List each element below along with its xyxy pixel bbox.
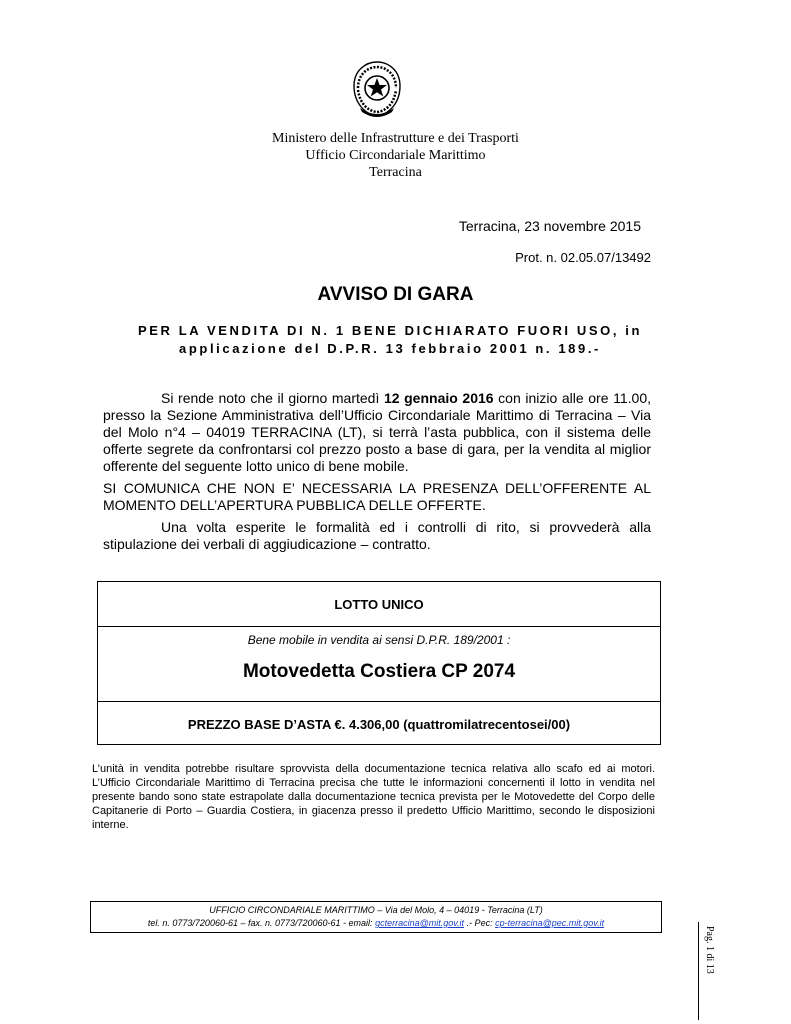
lot-table <box>97 581 661 745</box>
footer-address: UFFICIO CIRCONDARIALE MARITTIMO – Via del Molo, 4 – 04019 - Terracina (LT) <box>209 905 543 915</box>
document-date: Terracina, 23 novembre 2015 <box>458 218 641 234</box>
p1-text-end: con inizio alle ore 11.00, presso la Sezione Amministrativa dell’Ufficio Circondariale Marittimo di Terracina – Via del Molo n°4 – 04019 TERRACINA (LT), si terrà l’asta pubblica, con il sistema delle offerte segrete da confrontarsi col prezzo posto a base di gara, per la vendita al miglior offerente del seguente lotto unico di bene mobile. <box>103 390 651 474</box>
footer-phone-fax: tel. n. 0773/720060-61 – fax. n. 0773/720060-61 - email: <box>147 918 376 928</box>
ministry-header <box>0 130 791 181</box>
lot-header: LOTTO UNICO <box>98 582 660 627</box>
lot-price: PREZZO BASE D’ASTA €. 4.306,00 (quattromilatrecentosei/00) <box>187 716 571 732</box>
notice-body <box>103 390 651 558</box>
page-number-box <box>698 922 727 1020</box>
document-subtitle <box>110 322 670 358</box>
footer-contacts <box>91 917 661 930</box>
lot-description <box>98 627 660 702</box>
footer-pec-link[interactable]: cp-terracina@pec.mit.gov.it <box>495 918 605 928</box>
protocol-number: Prot. n. 02.05.07/13492 <box>515 250 651 265</box>
footer-pec-label: .- Pec: <box>464 918 496 928</box>
disclaimer-note: L’unità in vendita potrebbe risultare sprovvista della documentazione tecnica relativa allo scafo ed ai motori. L’Ufficio Circondariale Marittimo di Terracina precisa che tutte le informazioni concernenti il lotto in vendita nel presente bando sono state estrapolate dalla documentazione tecnica prevista per le Motovedette del Corpo delle Capitanerie di Porto – Guardia Costiera, in giacenza presso il predetto Ufficio Marittimo, secondo le disposizioni interne. <box>92 763 655 831</box>
paragraph-formalities: Una volta esperite le formalità ed i controlli di rito, si provvederà alla stipulazione dei verbali di aggiudicazione – contratto. <box>103 519 651 552</box>
subtitle-line-2: applicazione del D.P.R. 13 febbraio 2001 n. 189.- <box>179 341 601 356</box>
footer-email-link[interactable]: gcterracina@mit.gov.it <box>375 918 465 928</box>
paragraph-auction-details <box>103 390 651 475</box>
p1-text-start: Si rende noto che il giorno martedì <box>161 390 384 406</box>
page-footer <box>90 901 662 933</box>
office-city: Terracina <box>369 165 422 180</box>
lot-name: Motovedetta Costiera CP 2074 <box>242 661 516 682</box>
page-number: Pag. 1 di 13 <box>704 926 715 974</box>
italian-republic-emblem-icon <box>348 58 406 120</box>
document-title: AVVISO DI GARA <box>317 284 474 305</box>
paragraph-presence-notice: SI COMUNICA CHE NON E’ NECESSARIA LA PRESENZA DELL’OFFERENTE AL MOMENTO DELL’APERTURA PUBBLICA DELLE OFFERTE. <box>103 480 651 513</box>
office-name: Ufficio Circondariale Marittimo <box>305 148 486 163</box>
ministry-name: Ministero delle Infrastrutture e dei Trasporti <box>272 131 519 146</box>
auction-date: 12 gennaio 2016 <box>383 390 494 406</box>
lot-note: Bene mobile in vendita ai sensi D.P.R. 189/2001 : <box>247 633 511 647</box>
subtitle-line-1: PER LA VENDITA DI N. 1 BENE DICHIARATO FUORI USO, in <box>137 323 643 338</box>
